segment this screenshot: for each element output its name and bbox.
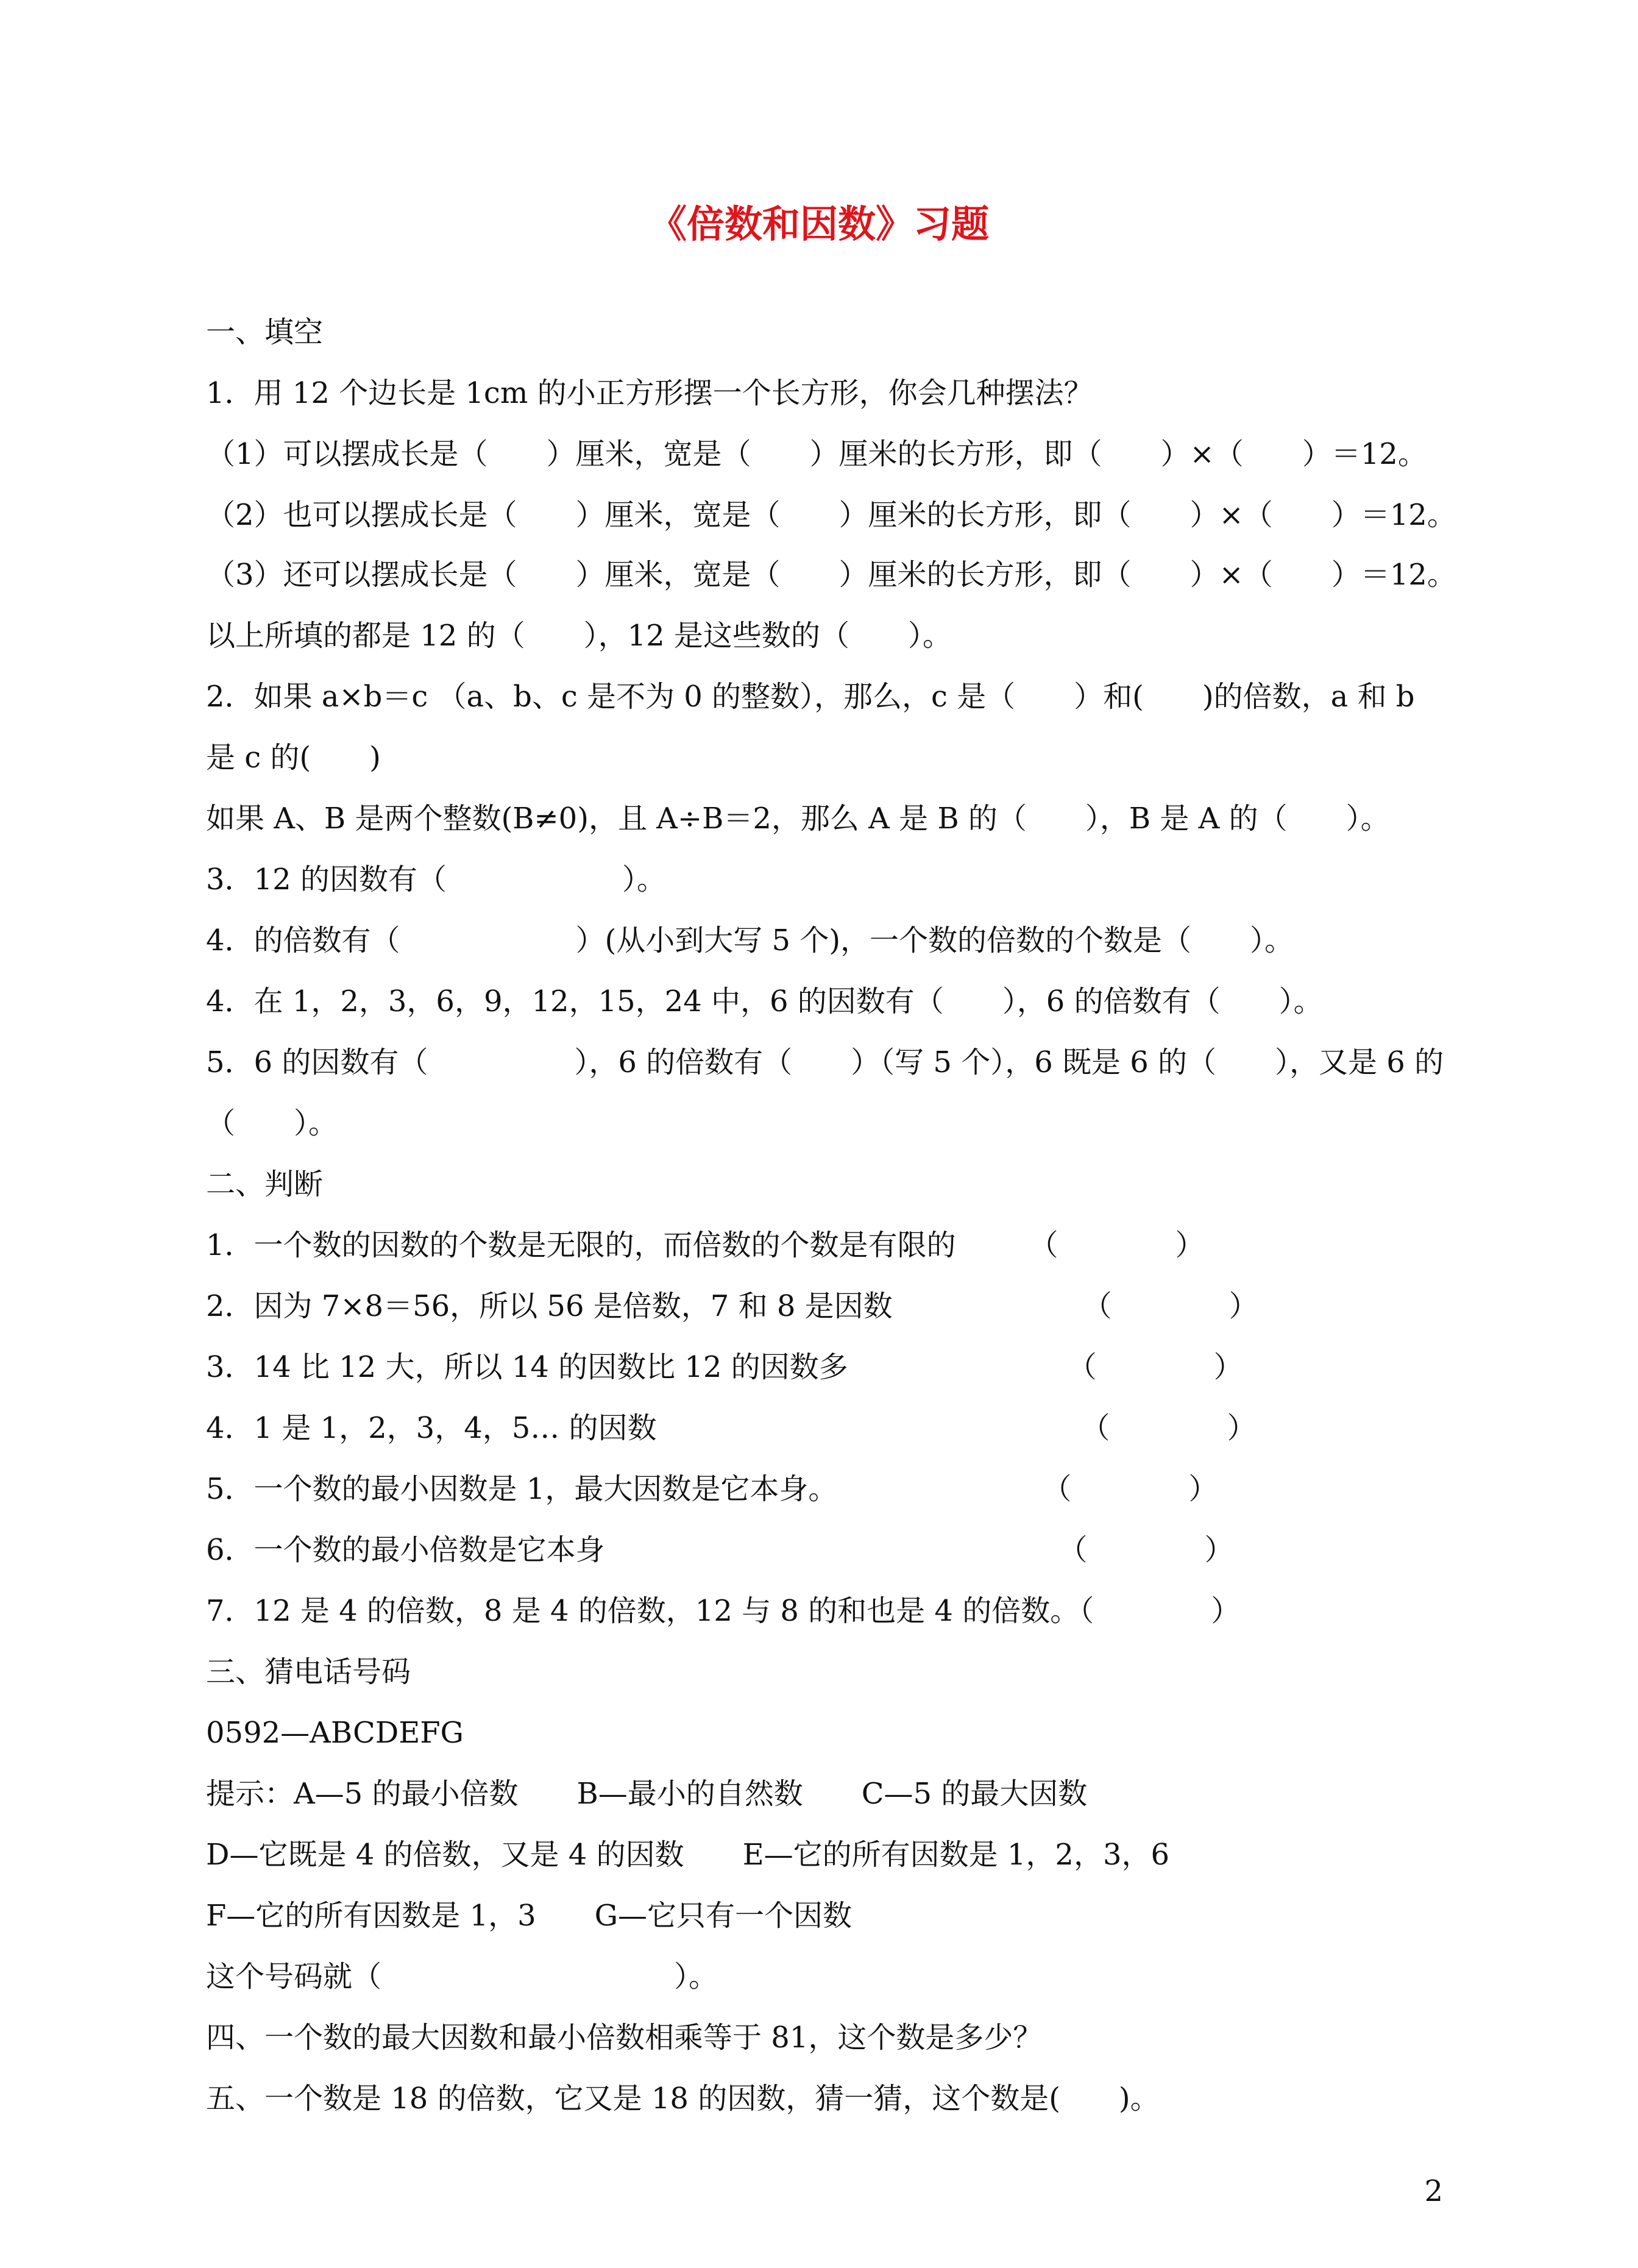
question-4b: 4．在 1，2，3，6，9，12，15，24 中，6 的因数有（ ），6 的倍数有（ ）。 <box>206 984 1323 1018</box>
section-phone: 三、猜电话号码 <box>206 1655 411 1689</box>
question-2-cont: 是 c 的( ) <box>206 741 381 775</box>
question-5: 5．6 的因数有（ ），6 的倍数有（ ）（写 5 个），6 既是 6 的（ ），又是 6 的 <box>206 1045 1444 1079</box>
question-2-ab: 如果 A、B 是两个整数(B≠0)，且 A÷B＝2，那么 A 是 B 的（ ），B 是 A 的（ ）。 <box>206 802 1390 836</box>
judge-6: 6．一个数的最小倍数是它本身 （ ） <box>206 1533 1234 1567</box>
judge-2: 2．因为 7×8＝56，所以 56 是倍数，7 和 8 是因数 （ ） <box>206 1289 1258 1323</box>
judge-3: 3．14 比 12 大，所以 14 的因数比 12 的因数多 （ ） <box>206 1350 1243 1384</box>
q1-summary: 以上所填的都是 12 的（ ），12 是这些数的（ ）。 <box>206 619 952 653</box>
question-4a: 4．的倍数有（ ）(从小到大写 5 个)，一个数的倍数的个数是（ ）。 <box>206 923 1294 958</box>
answer-line: 这个号码就（ ）。 <box>206 1960 718 1994</box>
section-4: 四、一个数的最大因数和最小倍数相乘等于 81，这个数是多少？ <box>206 2021 1043 2055</box>
hint-line-2: D—它既是 4 的倍数，又是 4 的因数 E—它的所有因数是 1，2，3，6 <box>206 1838 1170 1872</box>
page-title: 《倍数和因数》习题 <box>648 202 989 246</box>
judge-1: 1．一个数的因数的个数是无限的，而倍数的个数是有限的 （ ） <box>206 1228 1205 1262</box>
question-2: 2．如果 a×b＝c （a、b、c 是不为 0 的整数），那么，c 是（ ）和( )的倍数，a 和 b <box>206 680 1415 714</box>
question-3: 3．12 的因数有（ ）。 <box>206 862 666 897</box>
q1-part-2: （2）也可以摆成长是（ ）厘米，宽是（ ）厘米的长方形，即（ ）×（ ）＝12。 <box>206 498 1456 532</box>
question-5-cont: （ ）。 <box>206 1106 338 1140</box>
q1-part-1: （1）可以摆成长是（ ）厘米，宽是（ ）厘米的长方形，即（ ）×（ ）＝12。 <box>206 437 1427 471</box>
phone-pattern: 0592—ABCDEFG <box>206 1716 464 1750</box>
section-judge: 二、判断 <box>206 1167 324 1201</box>
page-number: 2 <box>1424 2174 1443 2208</box>
q1-part-3: （3）还可以摆成长是（ ）厘米，宽是（ ）厘米的长方形，即（ ）×（ ）＝12。 <box>206 558 1456 592</box>
question-1: 1．用 12 个边长是 1cm 的小正方形摆一个长方形，你会几种摆法？ <box>206 376 1093 410</box>
section-5: 五、一个数是 18 的倍数，它又是 18 的因数，猜一猜，这个数是( )。 <box>206 2081 1160 2116</box>
hint-line-3: F—它的所有因数是 1，3 G—它只有一个因数 <box>206 1899 852 1933</box>
section-fill-blank: 一、填空 <box>206 315 324 349</box>
hint-line-1: 提示：A—5 的最小倍数 B—最小的自然数 C—5 的最大因数 <box>206 1777 1088 1811</box>
judge-5: 5．一个数的最小因数是 1，最大因数是它本身。 （ ） <box>206 1472 1218 1506</box>
judge-7: 7．12 是 4 的倍数，8 是 4 的倍数，12 与 8 的和也是 4 的倍数。（ ） <box>206 1594 1241 1628</box>
judge-4: 4．1 是 1，2，3，4，5… 的因数 （ ） <box>206 1411 1257 1445</box>
